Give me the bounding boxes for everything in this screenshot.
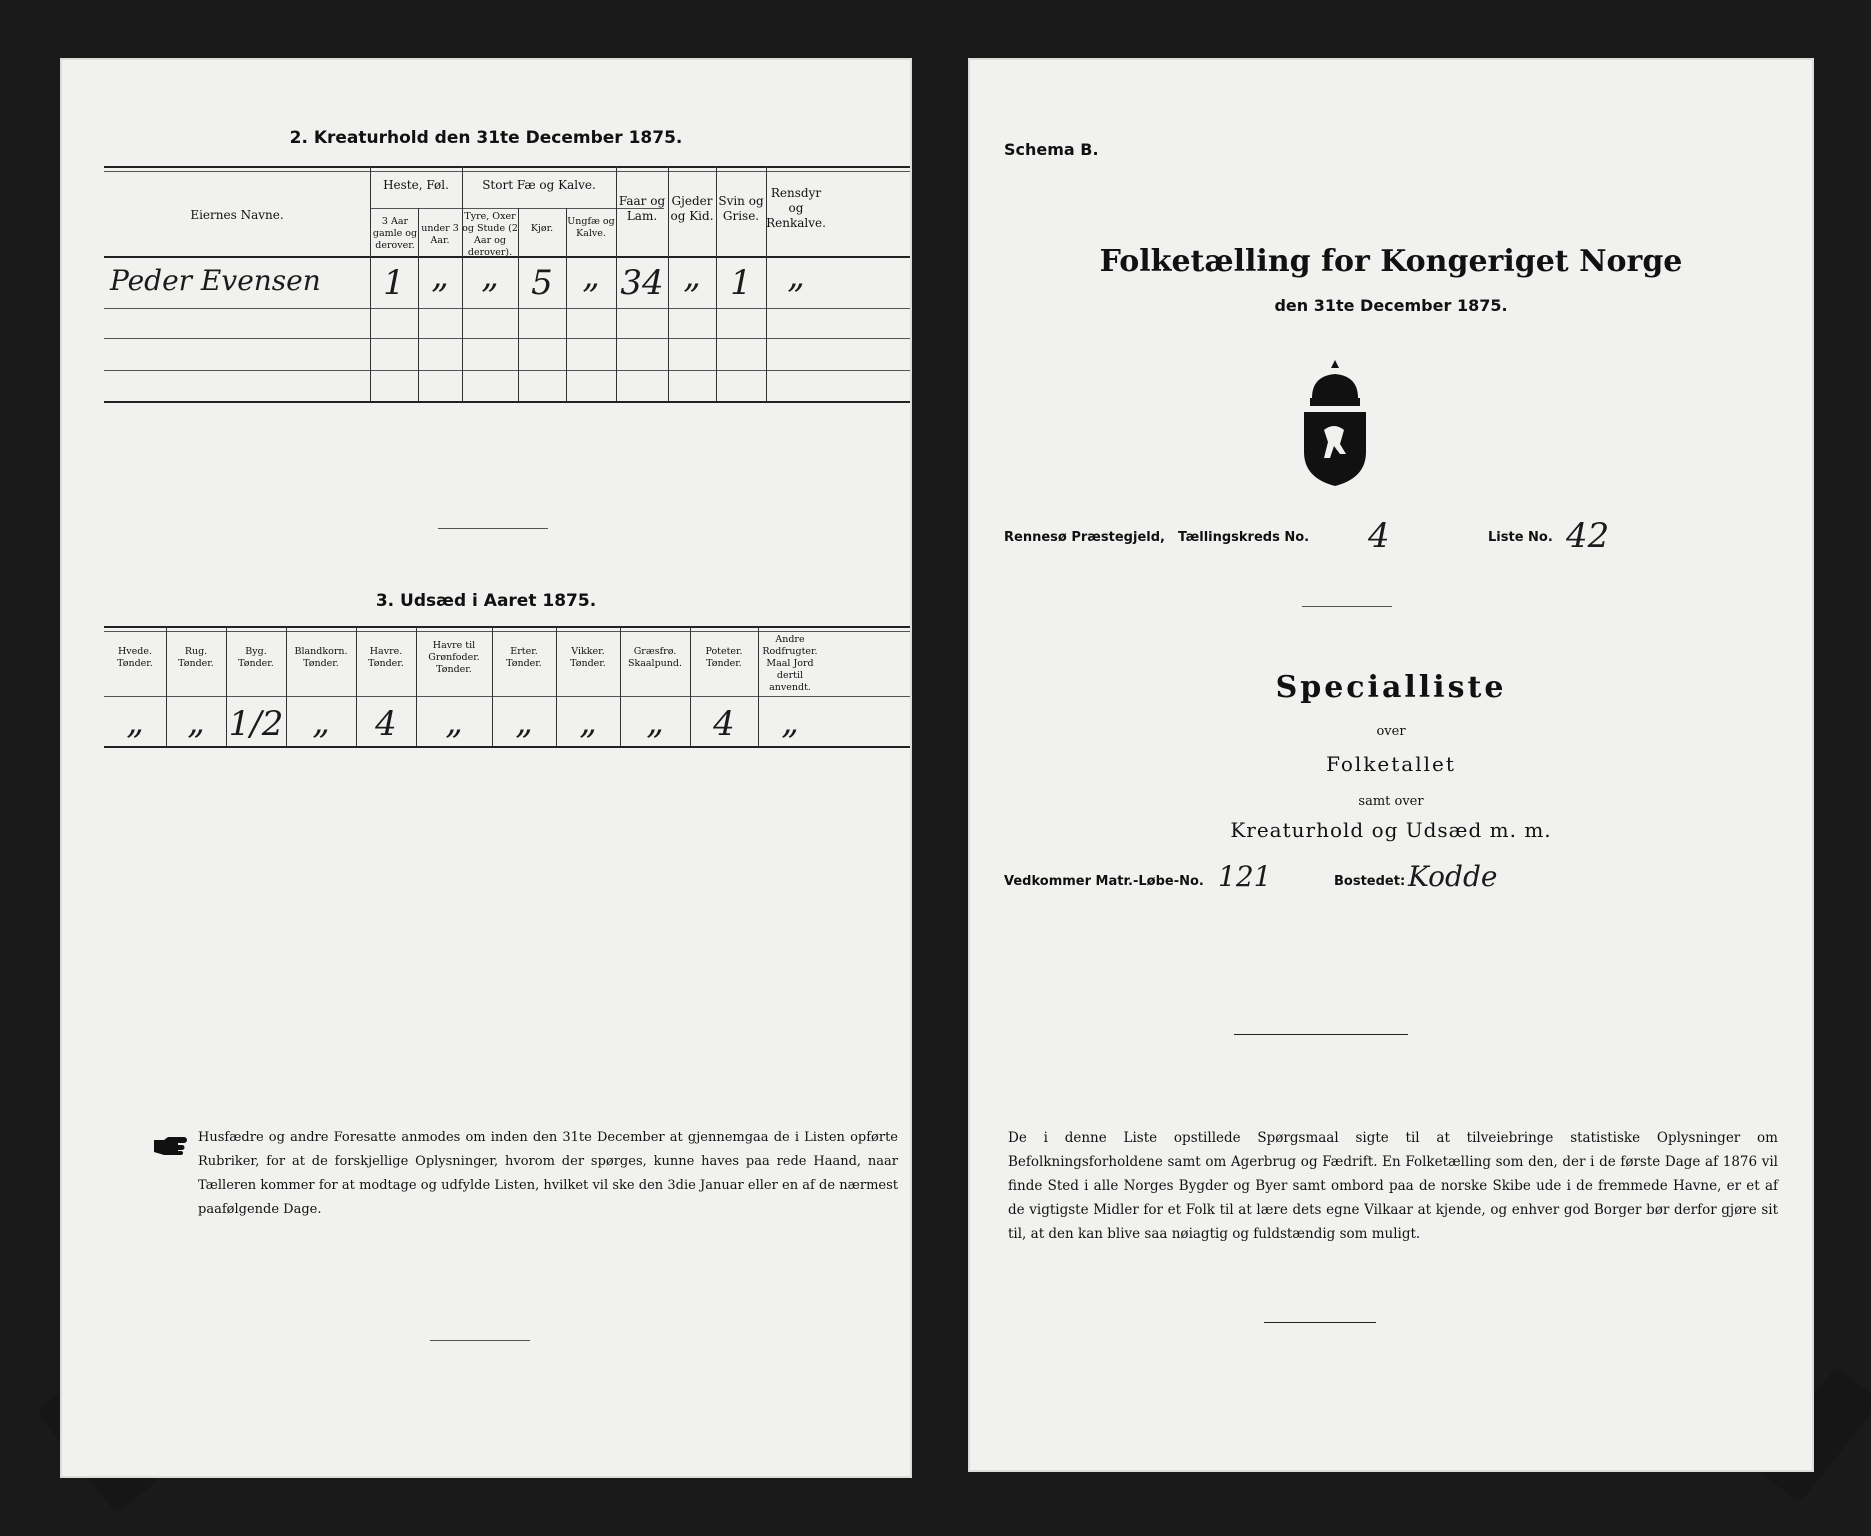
- divider-mid: [1234, 1034, 1408, 1035]
- divider-right: [1302, 606, 1392, 607]
- cell-bulls: „: [481, 256, 499, 296]
- cell-sheep: 34: [620, 263, 664, 303]
- header-cattle: Stort Fæ og Kalve.: [482, 178, 596, 192]
- list-label: Liste No.: [1488, 530, 1553, 545]
- samt-over-text: samt over: [1358, 794, 1424, 809]
- header-barley: Byg. Tønder.: [238, 646, 274, 669]
- value-potatoes: 4: [713, 704, 735, 744]
- kreaturhold-text: Kreaturhold og Udsæd m. m.: [1230, 818, 1552, 842]
- value-rye: „: [187, 702, 205, 742]
- cell-horses-young: „: [431, 256, 449, 296]
- notice-text: Husfædre og andre Foresatte anmodes om inden den 31te December at gjennemgaa de i Listen opførte Rubriker, for at de forskjellige Oplysninger, hvorom der spørges, kunne haves paa rede Haand, naar Tælleren kommer for at modtage og udfylde Listen, hvilket vil ske den 3die Januar eller en af de nærmest paafølgende Dage.: [198, 1130, 898, 1217]
- cell-pigs: 1: [730, 263, 752, 303]
- bostedet-label: Bostedet:: [1334, 874, 1406, 889]
- bostedet-value: Kodde: [1408, 860, 1498, 893]
- value-mixed-grain: „: [312, 702, 330, 742]
- district-label: Tællingskreds No.: [1178, 530, 1310, 545]
- over-text-1: over: [1376, 724, 1406, 739]
- header-goats: Gjeder og Kid.: [670, 194, 714, 223]
- value-vetch: „: [579, 702, 597, 742]
- right-page: [968, 58, 1814, 1472]
- header-peas: Erter. Tønder.: [506, 646, 542, 669]
- value-green-fodder: „: [445, 702, 463, 742]
- footer-text: De i denne Liste opstillede Spørgsmaal sigte til at tilveiebringe statistiske Oplysninger om Befolkningsforholdene samt om Agerbrug og Fædrift. En Folketælling som den, der i de første Dage af 1876 vil finde Sted i alle Norges Bygder og Byer samt ombord paa de norske Skibe ude i de fremmede Havne, er et af de vigtigste Midler for et Folk til at lære dets egne Vilkaar at kjende, og enhver god Borger bør derfor gjøre sit til, at den kan blive saa nøiagtig og fuldstændig som muligt.: [1008, 1130, 1778, 1242]
- value-oats: 4: [375, 704, 397, 744]
- header-reindeer: Rensdyr og Renkalve.: [766, 186, 826, 230]
- sowing-section-title: 3. Udsæd i Aaret 1875.: [375, 591, 597, 611]
- left-page: [60, 58, 912, 1478]
- cell-horses-adult: 1: [383, 263, 405, 303]
- header-green-fodder: Havre til Grønfoder. Tønder.: [428, 640, 480, 675]
- value-grass-seed: „: [646, 702, 664, 742]
- value-barley: 1/2: [228, 704, 284, 744]
- header-mixed-grain: Blandkorn. Tønder.: [294, 646, 348, 669]
- bottom-divider: [430, 1340, 530, 1341]
- folketallet-text: Folketallet: [1326, 752, 1456, 776]
- district-number: 4: [1368, 516, 1390, 556]
- header-potatoes: Poteter. Tønder.: [705, 646, 743, 669]
- header-horses-young: under 3 Aar.: [421, 223, 459, 246]
- divider-bottom: [1264, 1322, 1376, 1323]
- form-title: Folketælling for Kongeriget Norge: [1099, 244, 1683, 279]
- cell-owner: Peder Evensen: [110, 264, 321, 297]
- cell-goats: „: [683, 256, 701, 296]
- form-date: den 31te December 1875.: [1274, 296, 1508, 315]
- header-calves: Ungfæ og Kalve.: [567, 216, 615, 239]
- livestock-section-title: 2. Kreaturhold den 31te December 1875.: [289, 128, 683, 148]
- value-root-crops: „: [781, 702, 799, 742]
- cell-calves: „: [582, 256, 600, 296]
- pointing-hand-icon: [152, 1134, 192, 1156]
- header-bulls: Tyre, Oxer og Stude (2 Aar og derover).: [462, 211, 518, 258]
- schema-label: Schema B.: [1004, 140, 1099, 159]
- header-rye: Rug. Tønder.: [178, 646, 214, 669]
- matr-label: Vedkommer Matr.-Løbe-No.: [1004, 874, 1204, 889]
- coat-of-arms-icon: [1298, 358, 1372, 488]
- header-horses: Heste, Føl.: [383, 178, 449, 192]
- matr-number: 121: [1218, 860, 1272, 893]
- value-wheat: „: [126, 702, 144, 742]
- header-sheep: Faar og Lam.: [618, 194, 666, 223]
- value-peas: „: [515, 702, 533, 742]
- header-grass-seed: Græsfrø. Skaalpund.: [627, 646, 683, 669]
- header-pigs: Svin og Grise.: [718, 194, 764, 223]
- header-cows: Kjør.: [530, 223, 554, 234]
- header-vetch: Vikker. Tønder.: [570, 646, 606, 669]
- header-horses-adult: 3 Aar gamle og derover.: [372, 216, 418, 251]
- parish-label: Rennesø Præstegjeld,: [1004, 530, 1165, 545]
- cell-cows: 5: [531, 263, 553, 303]
- header-root-crops: Andre Rodfrugter. Maal Jord dertil anvendt.: [762, 634, 818, 693]
- header-oats: Havre. Tønder.: [368, 646, 404, 669]
- header-owner: Eiernes Navne.: [190, 208, 284, 222]
- list-number: 42: [1566, 516, 1610, 556]
- header-wheat: Hvede. Tønder.: [117, 646, 153, 669]
- cell-reindeer: „: [787, 256, 805, 296]
- divider: [438, 528, 548, 529]
- specialliste-heading: Specialliste: [1275, 670, 1507, 705]
